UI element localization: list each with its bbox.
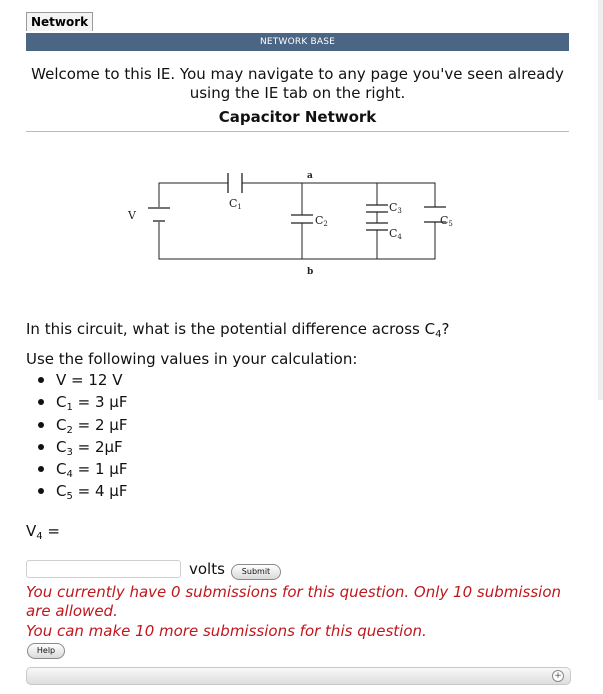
answer-unit: volts <box>189 560 225 578</box>
plus-icon[interactable]: + <box>552 670 564 682</box>
value-item-c5: $C_5 = 4$ μF <box>36 480 127 502</box>
label-c4: C4 <box>389 227 402 241</box>
label-a: a <box>307 171 313 181</box>
label-c3: C3 <box>389 201 402 215</box>
welcome-line-1: Welcome to this IE. You may navigate to any page you've seen already <box>31 65 564 83</box>
problem-title: Capacitor Network <box>218 108 377 126</box>
label-b: b <box>307 267 314 277</box>
value-item-c4: $C_4 = 1$ μF <box>36 458 127 480</box>
circuit-plates <box>148 173 446 230</box>
title-divider <box>26 131 569 132</box>
collapsed-panel-bar[interactable] <box>26 667 571 685</box>
label-v: V <box>128 209 136 222</box>
value-item-v: V = 12 V <box>36 369 127 391</box>
label-c5: C5 <box>440 214 453 228</box>
answer-input[interactable] <box>26 560 181 578</box>
label-c2: C2 <box>315 214 328 228</box>
help-button[interactable]: Help <box>27 643 65 659</box>
value-item-c1: $C_1 = 3$ μF <box>36 391 127 413</box>
welcome-line-2: using the IE tab on the right. <box>189 84 406 102</box>
page-scrollbar[interactable] <box>598 0 603 400</box>
question-text <box>26 317 449 371</box>
question-line-2: Use the following values in your calculation: <box>26 350 358 368</box>
circuit-wires <box>159 183 435 259</box>
network-base-banner: NETWORK BASE <box>26 33 569 51</box>
value-item-c3: $C_3 = 2\mu F$ <box>36 436 127 458</box>
remaining-submissions-message: You can make 10 more submissions for this question. <box>26 622 427 640</box>
value-item-c2: $C_2 = 2$ μF <box>36 414 127 436</box>
given-values-list <box>36 369 127 503</box>
tab-network[interactable]: Network <box>26 12 93 31</box>
welcome-text <box>26 65 569 103</box>
submit-button[interactable]: Submit <box>231 564 281 580</box>
label-c1: C1 <box>229 197 242 211</box>
capacitor-circuit-diagram <box>110 162 453 282</box>
submissions-message: You currently have 0 submissions for this question. Only 10 submission are allowed. <box>26 583 562 620</box>
answer-label: $V_4$ = <box>26 522 60 542</box>
question-line-1: In this circuit, what is the potential difference across $C_4$? <box>26 320 450 340</box>
